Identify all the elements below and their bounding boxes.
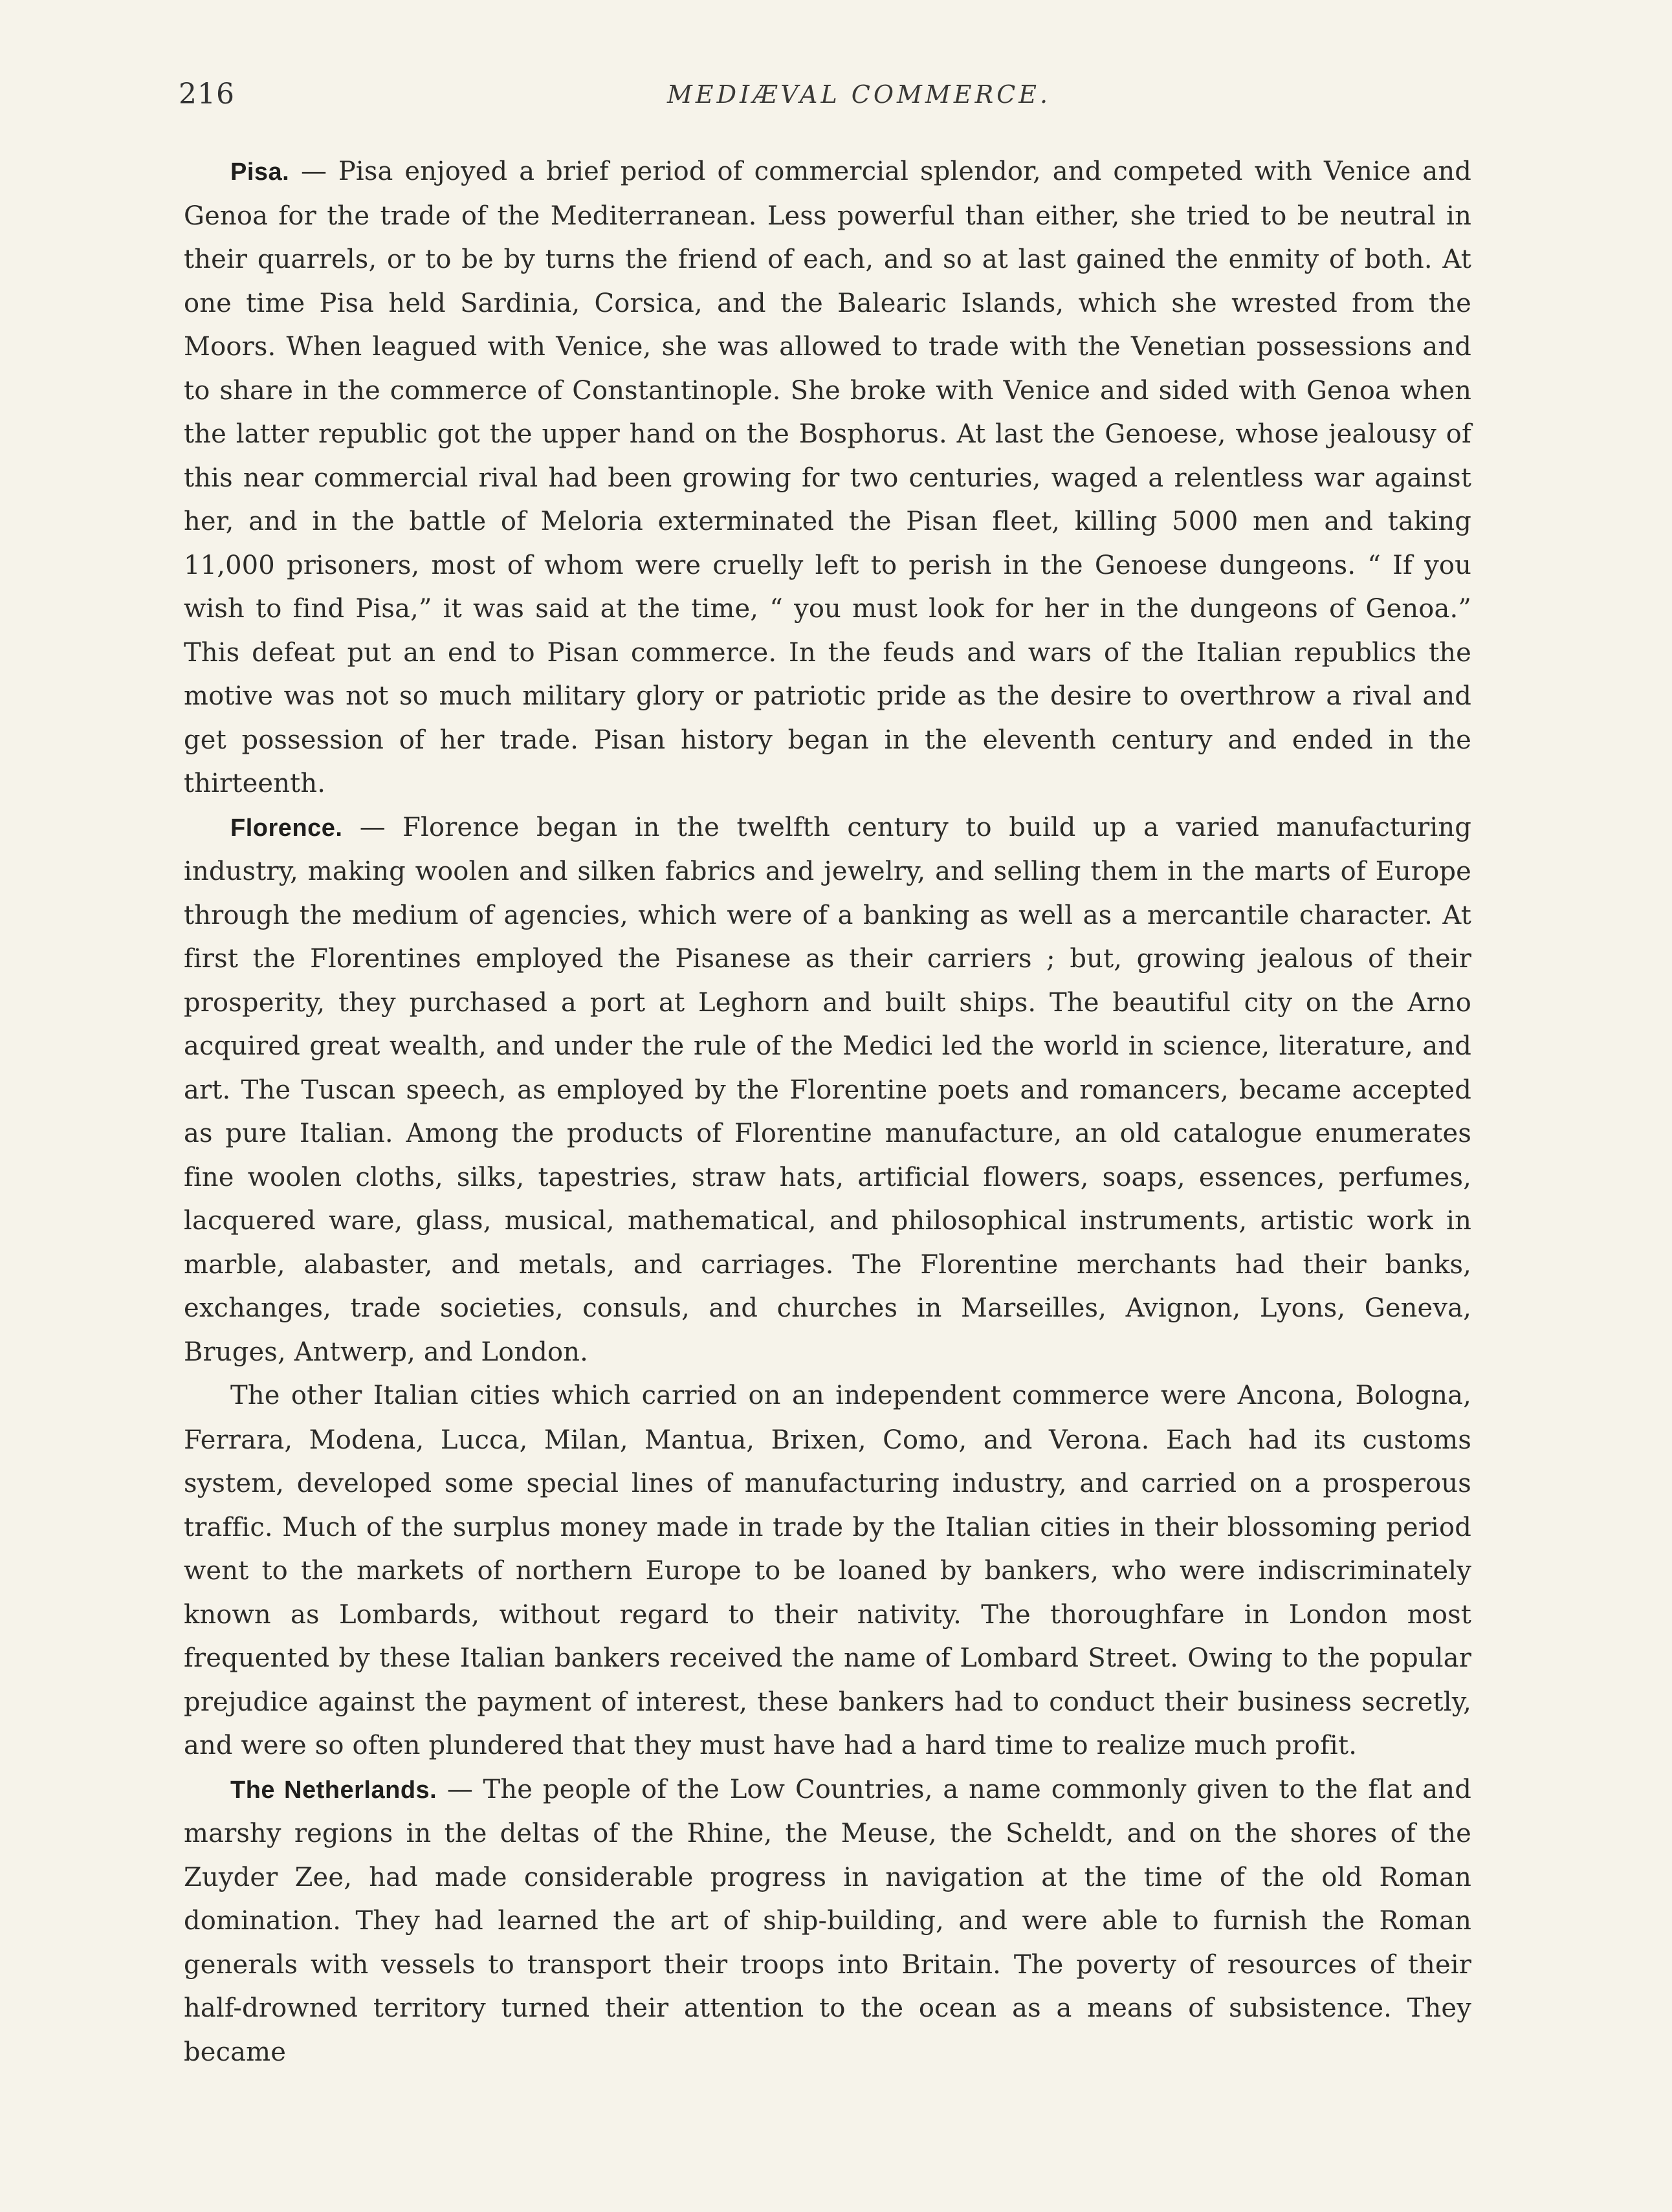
paragraph-text: The other Italian cities which carried on an independent commerce were Ancona, Bologna, Ferrara, Modena, Lucca, Milan, Mantua, Brixen, Como, and Verona. Each had its customs system, developed some special lines of manufacturing industry, and carried on a prosperous traffic. Much of the surplus money made in trade by the Italian cities in their blossoming period went to the markets of northern Europe to be loaned by bankers, who were indiscriminately known as Lombards, without regard to their nativity. The thoroughfare in London most frequented by these Italian bankers received the name of Lombard Street. Owing to the popular prejudice against the payment of interest, these bankers had to conduct their business secretly, and were so often plundered that they must have had a hard time to realize much profit. [184,1381,1471,1760]
paragraph-text: Pisa enjoyed a brief period of commercial splendor, and competed with Venice and Genoa for the trade of the Mediterranean. Less powerful than either, she tried to be neutral in their quarrels, or to be by turns the friend of each, and so at last gained the enmity of both. At one time Pisa held Sardinia, Corsica, and the Balearic Islands, which she wrested from the Moors. When leagued with Venice, she was allowed to trade with the Venetian possessions and to share in the commerce of Constantinople. She broke with Venice and sided with Genoa when the latter republic got the upper hand on the Bosphorus. At last the Genoese, whose jealousy of this near commercial rival had been growing for two centuries, waged a relentless war against her, and in the battle of Meloria exterminated the Pisan fleet, killing 5000 men and taking 11,000 prisoners, most of whom were cruelly left to perish in the Genoese dungeons. “ If you wish to find Pisa,” it was said at the time, “ you must look for her in the dungeons of Genoa.” This defeat put an end to Pisan commerce. In the feuds and wars of the Italian republics the motive was not so much military glory or patriotic pride as the desire to overthrow a rival and get possession of her trade. Pisan history began in the eleventh century and ended in the thirteenth. [184,157,1471,798]
body-text [184,150,1471,2074]
running-title: MEDIÆVAL COMMERCE. [667,80,1051,109]
section-heading-netherlands: The Netherlands. [230,1776,437,1804]
paragraph-netherlands [184,1768,1471,2075]
running-head [179,78,1490,123]
section-heading-florence: Florence. [230,814,343,842]
paragraph-text: The people of the Low Countries, a name commonly given to the flat and marshy regions in the deltas of the Rhine, the Meuse, the Scheldt, and on the shores of the Zuyder Zee, had made considerable progress in navigation at the time of the old Roman domination. They had learned the art of ship-building, and were able to furnish the Roman generals with vessels to transport their troops into Britain. The poverty of resources of their half-drowned territory turned their attention to the ocean as a means of subsistence. They became [184,1774,1471,2067]
page-number: 216 [179,78,235,111]
heading-dash: — [289,157,338,186]
paragraph-other-italian-cities [184,1374,1471,1768]
heading-dash: — [437,1774,483,1804]
section-heading-pisa: Pisa. [230,159,290,186]
paragraph-text: Florence began in the twelfth century to build up a varied manufacturing industry, making woolen and silken fabrics and jewelry, and selling them in the marts of Europe through the medium of agencies, which were of a banking as well as a mercantile character. At first the Florentines employed the Pisanese as their carriers ; but, growing jealous of their prosperity, they purchased a port at Leghorn and built ships. The beautiful city on the Arno acquired great wealth, and under the rule of the Medici led the world in science, literature, and art. The Tuscan speech, as employed by the Florentine poets and romancers, became accepted as pure Italian. Among the products of Florentine manufacture, an old catalogue enumerates fine woolen cloths, silks, tapestries, straw hats, artificial flowers, soaps, essences, perfumes, lacquered ware, glass, musical, mathematical, and philosophical instruments, artistic work in marble, alabaster, and metals, and carriages. The Florentine merchants had their banks, exchanges, trade societies, consuls, and churches in Marseilles, Avignon, Lyons, Geneva, Bruges, Antwerp, and London. [184,812,1472,1367]
paragraph-florence [184,806,1471,1375]
paragraph-pisa [184,150,1471,806]
heading-dash: — [342,812,403,842]
